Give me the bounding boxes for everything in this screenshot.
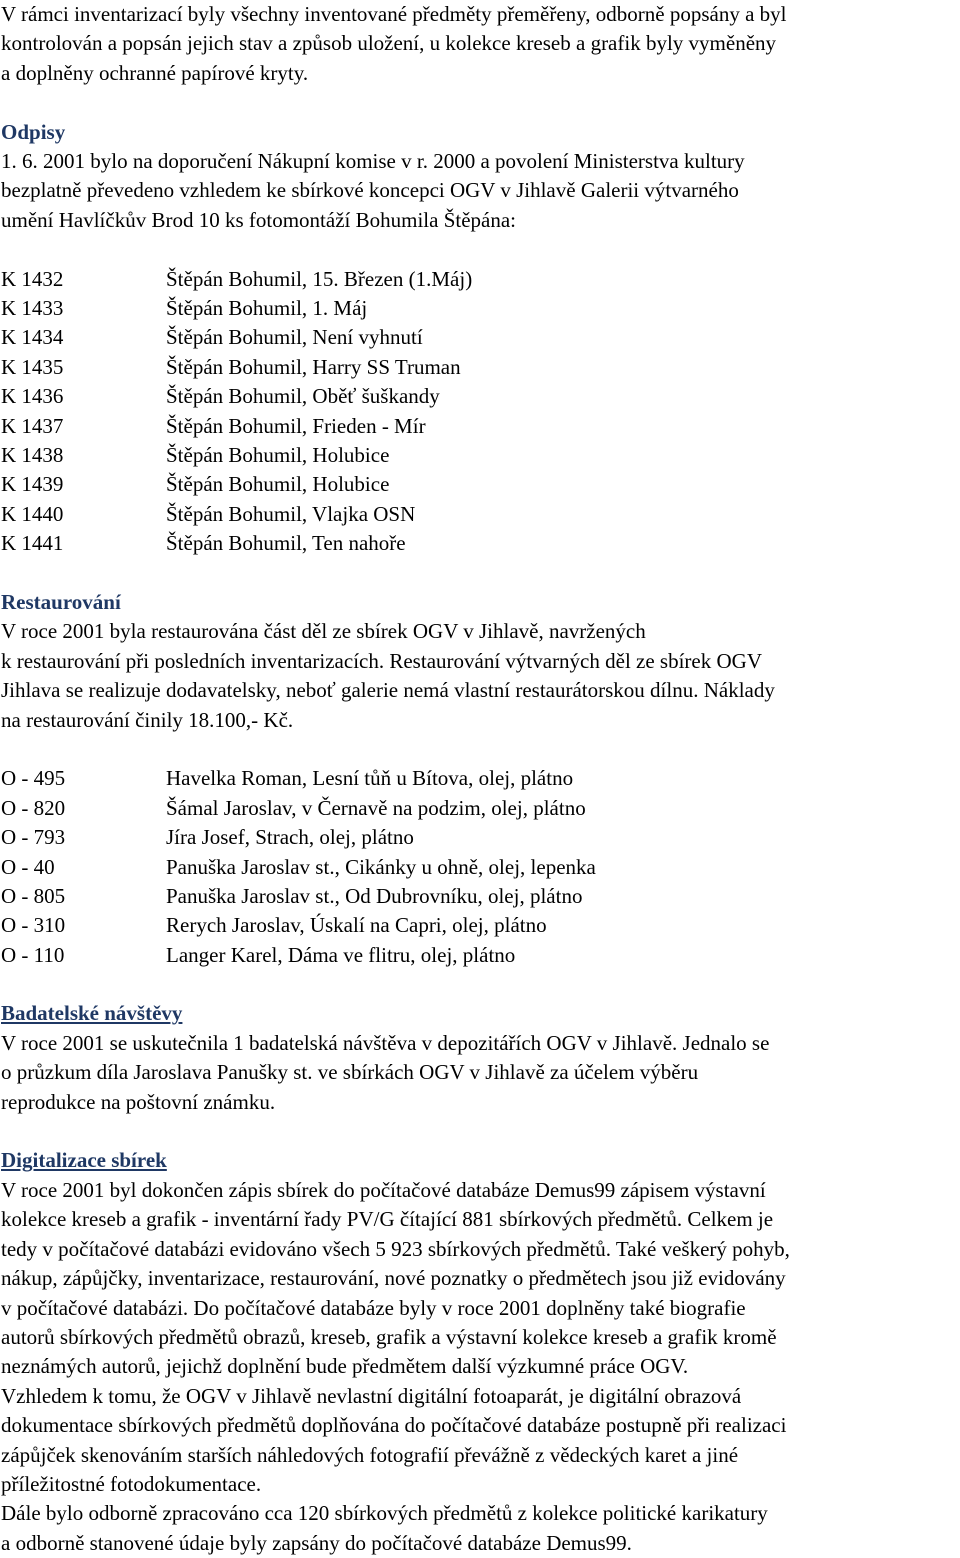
section-badatelske-navstevy — [1, 999, 960, 1117]
text-line: nákup, zápůjčky, inventarizace, restaurování, nové poznatky o předmětech jsou již evidovány — [1, 1266, 786, 1291]
text-line: autorů sbírkových předmětů obrazů, kreseb, grafik a výstavní kolekce kreseb a grafik kromě — [1, 1324, 777, 1349]
item-description: Jíra Josef, Strach, olej, plátno — [166, 825, 414, 850]
text-line: bezplatně převedeno vzhledem ke sbírkové koncepci OGV v Jihlavě Galerii výtvarného — [1, 178, 739, 203]
item-code: O - 805 — [1, 883, 66, 908]
item-description: Štěpán Bohumil, 1. Máj — [166, 296, 368, 321]
text-line: Vzhledem k tomu, že OGV v Jihlavě nevlastní digitální fotoaparát, je digitální obrazová — [1, 1383, 742, 1408]
item-description: Štěpán Bohumil, Frieden - Mír — [166, 413, 426, 438]
spacer — [1, 88, 960, 117]
item-description: Rerych Jaroslav, Úskalí na Capri, olej, plátno — [166, 913, 547, 938]
spacer — [1, 970, 960, 999]
item-code: K 1436 — [1, 384, 64, 409]
text-line: dokumentace sbírkových předmětů doplňována do počítačové databáze postupně při realizaci — [1, 1413, 787, 1438]
list-item — [1, 764, 960, 793]
list-item — [1, 382, 960, 411]
item-code: K 1432 — [1, 266, 64, 291]
item-code: K 1435 — [1, 354, 64, 379]
list-item — [1, 265, 960, 294]
item-code: K 1438 — [1, 442, 64, 467]
list-item — [1, 294, 960, 323]
text-line: V rámci inventarizací byly všechny inventované předměty přeměřeny, odborně popsány a byl — [1, 2, 787, 26]
text-line: o průzkum díla Jaroslava Panušky st. ve sbírkách OGV v Jihlavě za účelem výběru — [1, 1060, 699, 1085]
item-description: Štěpán Bohumil, Holubice — [166, 442, 390, 467]
section-odpisy — [1, 118, 960, 559]
text-line: v počítačové databázi. Do počítačové databáze byly v roce 2001 doplněny také biografie — [1, 1295, 746, 1320]
text-line: kolekce kreseb a grafik - inventární řady PV/G čítající 881 sbírkových předmětů. Celkem je — [1, 1207, 774, 1232]
text-line: k restaurování při posledních inventarizacích. Restaurování výtvarných děl ze sbírek OGV — [1, 648, 762, 673]
list-item — [1, 794, 960, 823]
text-line: V roce 2001 byla restaurována část děl ze sbírek OGV v Jihlavě, navržených — [1, 619, 646, 644]
item-description: Štěpán Bohumil, Harry SS Truman — [166, 354, 461, 379]
list-item — [1, 911, 960, 940]
item-description: Panuška Jaroslav st., Od Dubrovníku, olej, plátno — [166, 883, 583, 908]
text-line: zápůjček skenováním starších náhledových fotografií převážně z vědeckých karet a jiné — [1, 1442, 739, 1467]
intro-paragraph — [1, 0, 960, 88]
item-description: Štěpán Bohumil, Ten nahoře — [166, 531, 406, 556]
text-line: na restaurování činily 18.100,- Kč. — [1, 707, 294, 732]
text-line: kontrolován a popsán jejich stav a způsob uložení, u kolekce kreseb a grafik byly vyměněny — [1, 31, 777, 56]
spacer — [1, 559, 960, 588]
section-heading: Restaurování — [1, 589, 121, 614]
item-code: K 1441 — [1, 531, 64, 556]
item-description: Langer Karel, Dáma ve flitru, olej, plátno — [166, 942, 516, 967]
list-item — [1, 412, 960, 441]
item-description: Štěpán Bohumil, Holubice — [166, 472, 390, 497]
item-description: Štěpán Bohumil, Není vyhnutí — [166, 325, 423, 350]
item-description: Havelka Roman, Lesní tůň u Bítova, olej, plátno — [166, 766, 574, 791]
list-item — [1, 529, 960, 558]
text-line: Dále bylo odborně zpracováno cca 120 sbírkových předmětů z kolekce politické karikatury — [1, 1501, 768, 1526]
text-line: umění Havlíčkův Brod 10 ks fotomontáží Bohumila Štěpána: — [1, 207, 517, 232]
list-item — [1, 500, 960, 529]
item-code: O - 310 — [1, 913, 66, 938]
text-line: V roce 2001 se uskutečnila 1 badatelská návštěva v depozitářích OGV v Jihlavě. Jednalo se — [1, 1030, 770, 1055]
text-line: Jihlava se realizuje dodavatelsky, neboť galerie nemá vlastní restaurátorskou dílnu. Náklady — [1, 678, 775, 703]
item-code: K 1433 — [1, 296, 64, 321]
text-line: a doplněny ochranné papírové kryty. — [1, 60, 309, 85]
list-item — [1, 323, 960, 352]
item-description: Štěpán Bohumil, Oběť šuškandy — [166, 384, 440, 409]
spacer — [1, 735, 960, 764]
item-description: Šámal Jaroslav, v Černavě na podzim, olej, plátno — [166, 795, 586, 820]
item-list — [1, 764, 960, 970]
list-item — [1, 853, 960, 882]
item-code: K 1440 — [1, 501, 64, 526]
item-code: O - 820 — [1, 795, 66, 820]
text-line: V roce 2001 byl dokončen zápis sbírek do počítačové databáze Demus99 zápisem výstavní — [1, 1177, 766, 1202]
text-line: tedy v počítačové databázi evidováno všech 5 923 sbírkových předmětů. Také veškerý pohyb, — [1, 1236, 790, 1261]
item-code: K 1439 — [1, 472, 64, 497]
item-code: O - 110 — [1, 942, 65, 967]
text-line: reprodukce na poštovní známku. — [1, 1089, 276, 1114]
item-code: O - 495 — [1, 766, 66, 791]
section-heading: Badatelské návštěvy — [1, 1001, 183, 1026]
item-code: O - 40 — [1, 854, 55, 879]
text-line: 1. 6. 2001 bylo na doporučení Nákupní komise v r. 2000 a povolení Ministerstva kultury — [1, 149, 745, 174]
section-heading: Odpisy — [1, 119, 66, 144]
item-description: Štěpán Bohumil, Vlajka OSN — [166, 501, 416, 526]
list-item — [1, 882, 960, 911]
list-item — [1, 823, 960, 852]
list-item — [1, 470, 960, 499]
item-description: Panuška Jaroslav st., Cikánky u ohně, olej, lepenka — [166, 854, 596, 879]
text-line: a odborně stanovené údaje byly zapsány do počítačové databáze Demus99. — [1, 1530, 632, 1555]
list-item — [1, 441, 960, 470]
item-code: K 1437 — [1, 413, 64, 438]
item-code: O - 793 — [1, 825, 66, 850]
item-list — [1, 265, 960, 559]
spacer — [1, 235, 960, 264]
text-line: příležitostné fotodokumentace. — [1, 1471, 262, 1496]
spacer — [1, 1117, 960, 1146]
section-digitalizace — [1, 1146, 960, 1558]
item-code: K 1434 — [1, 325, 64, 350]
list-item — [1, 353, 960, 382]
section-heading: Digitalizace sbírek — [1, 1148, 167, 1173]
item-description: Štěpán Bohumil, 15. Březen (1.Máj) — [166, 266, 473, 291]
text-line: neznámých autorů, jejichž doplnění bude předmětem další výzkumné práce OGV. — [1, 1354, 689, 1379]
section-restaurovani — [1, 588, 960, 970]
list-item — [1, 941, 960, 970]
